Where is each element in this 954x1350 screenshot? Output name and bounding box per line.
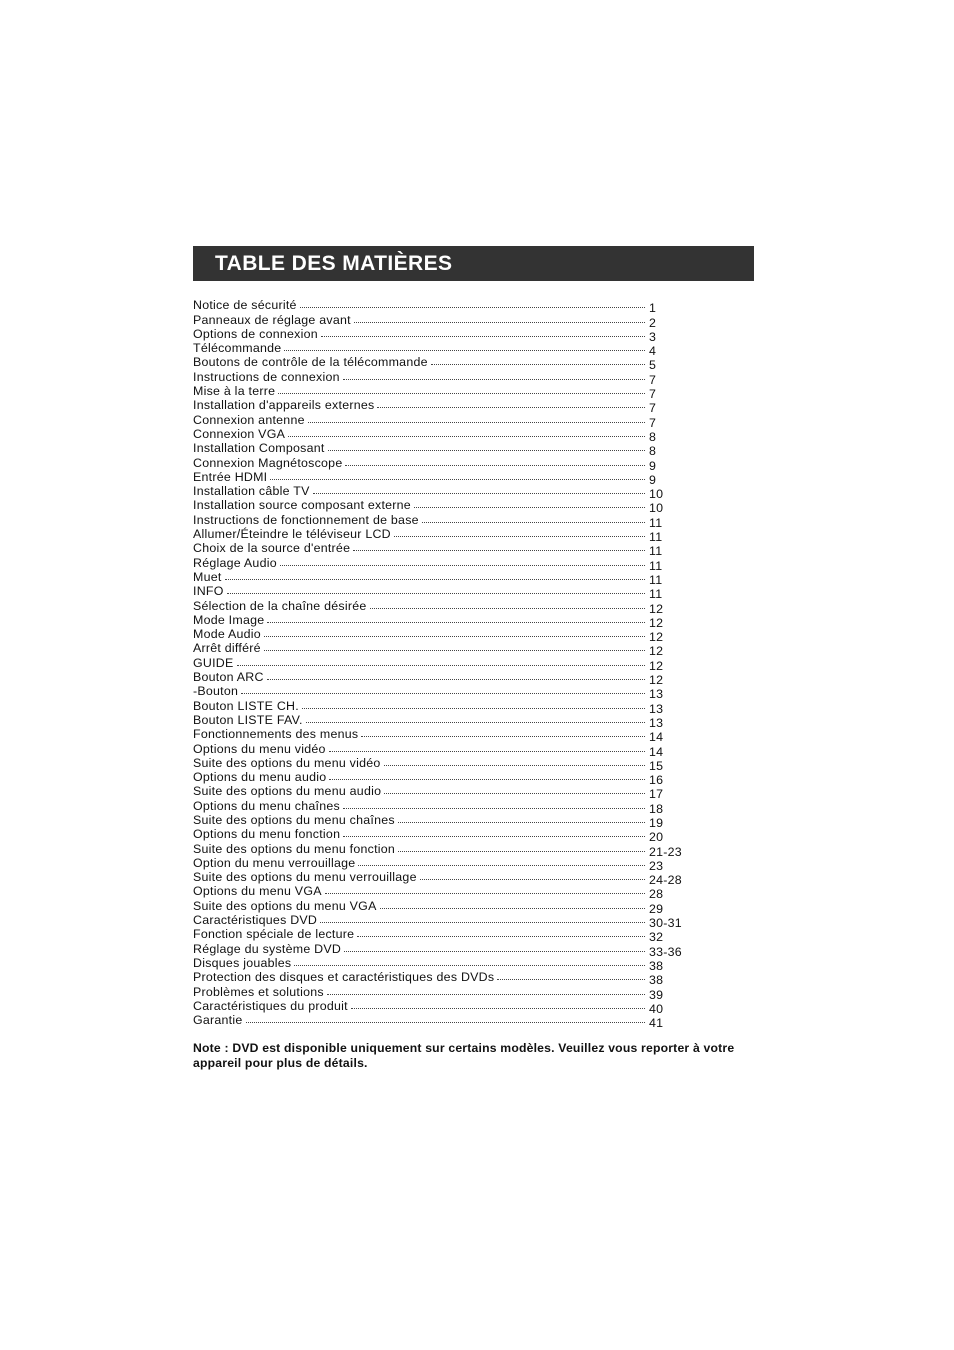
toc-entry — [193, 755, 693, 773]
dot-leader — [284, 349, 645, 351]
toc-entry-label: Réglage Audio — [193, 555, 277, 570]
toc-entry-label: Mode Audio — [193, 627, 261, 642]
toc-entry-page: 14 — [649, 744, 664, 759]
toc-entry-page: 9 — [649, 472, 657, 487]
toc-entry-label: Arrêt différé — [193, 641, 261, 656]
toc-entry — [193, 955, 693, 973]
toc-entry — [193, 684, 693, 702]
title-bar — [193, 246, 754, 281]
toc-entry — [193, 469, 693, 487]
toc-entry-page: 13 — [649, 701, 664, 716]
page-title: TABLE DES MATIÈRES — [215, 251, 453, 275]
toc-entry-page: 40 — [649, 1001, 664, 1016]
toc-entry-label: Disques jouables — [193, 955, 292, 970]
toc-entry — [193, 312, 693, 330]
toc-entry — [193, 527, 693, 545]
toc-entry-page: 12 — [649, 630, 664, 645]
toc-entry-label: GUIDE — [193, 655, 234, 670]
toc-entry-label: Suite des options du menu chaînes — [193, 812, 395, 827]
toc-entry-page: 7 — [649, 372, 657, 387]
toc-entry-label: Instructions de fonctionnement de base — [193, 512, 419, 527]
toc-entry-label: Entrée HDMI — [193, 469, 268, 484]
toc-entry-page: 32 — [649, 930, 664, 945]
toc-entry-page: 14 — [649, 730, 664, 745]
toc-entry-page: 19 — [649, 815, 664, 830]
toc-entry-label: Connexion antenne — [193, 412, 305, 427]
dot-leader — [343, 835, 645, 837]
toc-entry-page: 21-23 — [649, 844, 682, 859]
toc-entry-page: 12 — [649, 673, 664, 688]
dot-leader — [225, 578, 645, 580]
dot-leader — [278, 392, 645, 394]
toc-entry-label: Suite des options du menu VGA — [193, 898, 377, 913]
toc-entry-label: Installation d'appareils externes — [193, 398, 375, 413]
toc-entry-label: Instructions de connexion — [193, 369, 340, 384]
toc-entry-label: Problèmes et solutions — [193, 984, 324, 999]
dot-leader — [354, 321, 645, 323]
toc-entry — [193, 770, 693, 788]
toc-entry — [193, 441, 693, 459]
dot-leader — [345, 464, 645, 466]
dot-leader — [398, 821, 645, 823]
toc-entry-page: 1 — [649, 301, 657, 316]
toc-entry-page: 11 — [649, 544, 663, 559]
toc-entry — [193, 798, 693, 816]
toc-entry-page: 24-28 — [649, 873, 682, 888]
dot-leader — [497, 978, 645, 980]
toc-entry-label: Panneaux de réglage avant — [193, 312, 351, 327]
toc-entry — [193, 870, 693, 888]
toc-entry-page: 5 — [649, 358, 657, 373]
toc-entry-page: 39 — [649, 987, 664, 1002]
toc-entry-page: 2 — [649, 315, 657, 330]
toc-entry — [193, 341, 693, 359]
toc-entry — [193, 741, 693, 759]
dot-leader — [246, 1021, 645, 1023]
toc-entry-page: 12 — [649, 644, 664, 659]
toc-entry-page: 4 — [649, 344, 657, 359]
toc-entry — [193, 827, 693, 845]
dot-leader — [327, 993, 645, 995]
toc-entry — [193, 712, 693, 730]
dot-leader — [329, 778, 645, 780]
toc-entry-page: 12 — [649, 615, 664, 630]
toc-entry-label: Bouton LISTE FAV. — [193, 712, 303, 727]
toc-entry — [193, 913, 693, 931]
toc-entry — [193, 855, 693, 873]
toc-entry — [193, 698, 693, 716]
toc-entry-label: Fonction spéciale de lecture — [193, 927, 355, 942]
toc-entry — [193, 784, 693, 802]
toc-entry — [193, 627, 693, 645]
toc-entry-page: 12 — [649, 658, 664, 673]
toc-entry-page: 8 — [649, 429, 657, 444]
toc-entry-label: Mise à la terre — [193, 384, 276, 399]
toc-entry-label: Option du menu verrouillage — [193, 855, 356, 870]
toc-entry — [193, 398, 693, 416]
toc-entry-page: 30-31 — [649, 916, 682, 931]
toc-entry-label: Connexion VGA — [193, 426, 286, 441]
toc-entry — [193, 584, 693, 602]
toc-entry — [193, 355, 693, 373]
dot-leader — [306, 721, 645, 723]
dot-leader — [280, 564, 645, 566]
note-text: Note : DVD est disponible uniquement sur certains modèles. Veuillez vous reporter à votre appareil pour plus de détails. — [193, 1041, 735, 1070]
toc-entry-label: Options du menu fonction — [193, 827, 341, 842]
dot-leader — [241, 692, 645, 694]
toc-entry-label: Options du menu chaînes — [193, 798, 340, 813]
dot-leader — [329, 750, 645, 752]
toc-entry-label: Installation source composant externe — [193, 498, 411, 513]
dot-leader — [302, 707, 645, 709]
dot-leader — [264, 635, 645, 637]
toc-entry-label: Suite des options du menu fonction — [193, 841, 396, 856]
dot-leader — [394, 535, 645, 537]
dot-leader — [358, 864, 645, 866]
toc-entry — [193, 455, 693, 473]
toc-entry-page: 11 — [649, 515, 663, 530]
toc-entry-label: Sélection de la chaîne désirée — [193, 598, 367, 613]
toc-entry-page: 10 — [649, 501, 664, 516]
toc-entry-page: 7 — [649, 387, 657, 402]
toc-entry — [193, 970, 693, 988]
toc-entry-page: 11 — [649, 558, 663, 573]
toc-entry-page: 41 — [649, 1016, 664, 1031]
toc-entry-label: Réglage du système DVD — [193, 941, 342, 956]
toc-entry — [193, 941, 693, 959]
dot-leader — [377, 406, 645, 408]
dot-leader — [414, 506, 645, 508]
toc-entry-label: Choix de la source d'entrée — [193, 541, 351, 556]
toc-entry-page: 28 — [649, 887, 664, 902]
toc-entry-label: Suite des options du menu verrouillage — [193, 870, 417, 885]
toc-entry-page: 15 — [649, 758, 664, 773]
dot-leader — [313, 492, 645, 494]
toc-entry — [193, 326, 693, 344]
toc-entry-label: Options du menu vidéo — [193, 741, 326, 756]
dot-leader — [344, 950, 645, 952]
toc-entry — [193, 298, 693, 316]
toc-entry — [193, 555, 693, 573]
toc-entry-label: Boutons de contrôle de la télécommande — [193, 355, 428, 370]
dot-leader — [380, 907, 645, 909]
toc-entry-page: 10 — [649, 487, 664, 502]
dot-leader — [300, 306, 645, 308]
toc-entry — [193, 612, 693, 630]
toc-entry-label: Options du menu VGA — [193, 884, 322, 899]
toc-entry-label: Télécommande — [193, 341, 282, 356]
toc-entry — [193, 384, 693, 402]
toc-entry-label: Garantie — [193, 1013, 243, 1028]
toc-entry — [193, 812, 693, 830]
dot-leader — [420, 878, 645, 880]
dot-leader — [343, 378, 645, 380]
toc-entry-page: 11 — [649, 587, 663, 602]
toc-entry — [193, 984, 693, 1002]
toc-entry — [193, 369, 693, 387]
toc-entry-label: Bouton LISTE CH. — [193, 698, 299, 713]
toc-entry-page: 23 — [649, 858, 664, 873]
toc-entry — [193, 569, 693, 587]
toc-entry-label: Options de connexion — [193, 326, 318, 341]
dot-leader — [361, 735, 645, 737]
toc-entry-page: 20 — [649, 830, 664, 845]
toc-entry-label: INFO — [193, 584, 224, 599]
dot-leader — [288, 435, 645, 437]
dot-leader — [422, 521, 645, 523]
dot-leader — [398, 850, 645, 852]
toc-entry-label: Suite des options du menu audio — [193, 784, 382, 799]
toc-entry — [193, 670, 693, 688]
toc-entry-label: Mode Image — [193, 612, 265, 627]
dot-leader — [227, 592, 645, 594]
toc-entry-page: 13 — [649, 715, 664, 730]
toc-entry-page: 12 — [649, 601, 664, 616]
toc-page — [193, 246, 754, 1070]
toc-entry-page: 8 — [649, 444, 657, 459]
dot-leader — [351, 1007, 645, 1009]
dot-leader — [320, 921, 645, 923]
toc-entry — [193, 884, 693, 902]
dot-leader — [321, 335, 645, 337]
toc-entry-page: 7 — [649, 415, 657, 430]
dot-leader — [370, 607, 645, 609]
dot-leader — [343, 807, 645, 809]
toc-entry-label: Installation Composant — [193, 441, 325, 456]
toc-entry — [193, 484, 693, 502]
dot-leader — [328, 449, 645, 451]
toc-entry-page: 17 — [649, 787, 664, 802]
toc-entry-page: 16 — [649, 773, 664, 788]
toc-entry-label: Bouton ARC — [193, 670, 264, 685]
toc-entry-label: -Bouton — [193, 684, 239, 699]
toc-entry-label: Notice de sécurité — [193, 298, 297, 313]
toc-entry-page: 38 — [649, 973, 664, 988]
toc-entry-page: 11 — [649, 572, 663, 587]
toc-entry-label: Allumer/Éteindre le téléviseur LCD — [193, 527, 391, 542]
toc-entry — [193, 1013, 693, 1031]
toc-entry-label: Caractéristiques du produit — [193, 998, 348, 1013]
toc-entry-label: Caractéristiques DVD — [193, 913, 318, 928]
toc-entry-page: 18 — [649, 801, 664, 816]
toc-entry — [193, 512, 693, 530]
toc-entry — [193, 598, 693, 616]
dot-leader — [384, 792, 645, 794]
dot-leader — [237, 664, 646, 666]
toc-entry-page: 29 — [649, 901, 664, 916]
toc-entry-page: 7 — [649, 401, 657, 416]
dot-leader — [431, 363, 645, 365]
toc-entry-page: 33-36 — [649, 944, 682, 959]
dot-leader — [294, 964, 645, 966]
toc-entry-label: Suite des options du menu vidéo — [193, 755, 381, 770]
toc-entry — [193, 898, 693, 916]
toc-entry-label: Options du menu audio — [193, 770, 327, 785]
toc-entry-label: Connexion Magnétoscope — [193, 455, 343, 470]
toc-entry — [193, 641, 693, 659]
toc-entry-page: 3 — [649, 329, 657, 344]
toc-entry — [193, 426, 693, 444]
dot-leader — [267, 621, 645, 623]
toc-entry-page: 11 — [649, 530, 663, 545]
dot-leader — [308, 421, 645, 423]
toc-entry-label: Protection des disques et caractéristiques des DVDs — [193, 970, 495, 985]
toc-entry — [193, 655, 693, 673]
dot-leader — [353, 549, 645, 551]
dot-leader — [270, 478, 645, 480]
toc-entry — [193, 498, 693, 516]
toc-entry-page: 9 — [649, 458, 657, 473]
dot-leader — [267, 678, 645, 680]
dot-leader — [384, 764, 645, 766]
toc-list — [193, 298, 693, 1031]
toc-entry — [193, 927, 693, 945]
toc-entry-label: Installation câble TV — [193, 484, 310, 499]
dot-leader — [264, 649, 645, 651]
toc-entry-page: 13 — [649, 687, 664, 702]
dot-leader — [325, 892, 645, 894]
toc-entry-label: Fonctionnements des menus — [193, 727, 359, 742]
toc-entry-label: Muet — [193, 569, 222, 584]
dot-leader — [357, 935, 645, 937]
toc-entry-page: 38 — [649, 958, 664, 973]
toc-entry — [193, 998, 693, 1016]
toc-entry — [193, 541, 693, 559]
toc-entry — [193, 727, 693, 745]
toc-entry — [193, 412, 693, 430]
toc-entry — [193, 841, 693, 859]
